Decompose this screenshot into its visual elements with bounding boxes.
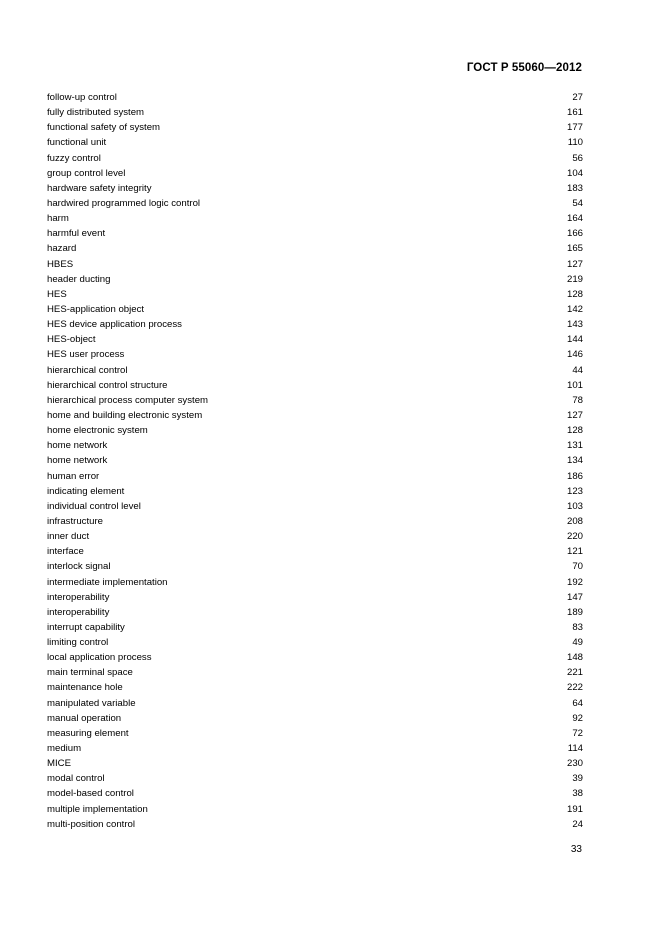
index-term: HES-application object xyxy=(47,303,145,315)
index-page-ref: 114 xyxy=(567,743,583,755)
index-entry xyxy=(47,620,583,635)
index-entry xyxy=(47,635,583,650)
index-term: fuzzy control xyxy=(47,152,101,164)
index-entry xyxy=(47,317,583,332)
index-entry xyxy=(47,680,583,695)
index-entry xyxy=(47,650,583,665)
index-page-ref: 148 xyxy=(566,652,583,664)
index-entry xyxy=(47,741,583,756)
index-page-ref: 221 xyxy=(566,667,583,679)
index-entry xyxy=(47,226,583,241)
index-entry xyxy=(47,499,583,514)
index-page-ref: 183 xyxy=(566,182,583,194)
index-term: functional unit xyxy=(47,137,107,149)
index-list xyxy=(47,90,583,832)
index-page-ref: 56 xyxy=(572,152,583,164)
index-page-ref: 191 xyxy=(566,803,583,815)
index-page-ref: 208 xyxy=(566,515,583,527)
index-entry xyxy=(47,241,583,256)
index-entry xyxy=(47,696,583,711)
index-entry xyxy=(47,438,583,453)
index-page-ref: 165 xyxy=(566,243,583,255)
index-entry xyxy=(47,726,583,741)
index-page-ref: 189 xyxy=(566,606,583,618)
index-term: inner duct xyxy=(47,531,90,543)
index-entry xyxy=(47,605,583,620)
index-entry xyxy=(47,90,583,105)
index-entry xyxy=(47,786,583,801)
document-header: ГОСТ Р 55060—2012 xyxy=(466,62,582,74)
index-term: measuring element xyxy=(47,727,129,739)
index-entry xyxy=(47,211,583,226)
index-term: interoperability xyxy=(47,606,110,618)
index-entry xyxy=(47,544,583,559)
index-term: multiple implementation xyxy=(47,803,148,815)
index-page-ref: 164 xyxy=(566,213,583,225)
index-page-ref: 38 xyxy=(572,788,583,800)
index-page-ref: 128 xyxy=(566,288,583,300)
index-page-ref: 147 xyxy=(566,591,583,603)
index-term: MICE xyxy=(47,758,71,770)
index-page-ref: 127 xyxy=(566,258,583,270)
index-page-ref: 144 xyxy=(566,334,583,346)
index-page-ref: 49 xyxy=(572,637,583,649)
index-entry xyxy=(47,196,583,211)
index-page-ref: 127 xyxy=(566,409,583,421)
index-term: harmful event xyxy=(47,228,106,240)
index-page-ref: 123 xyxy=(566,485,583,497)
index-page-ref: 44 xyxy=(572,364,583,376)
index-entry xyxy=(47,756,583,771)
index-term: home and building electronic system xyxy=(47,409,203,421)
index-term: HES-object xyxy=(47,334,96,346)
index-term: follow-up control xyxy=(47,92,117,103)
index-term: functional safety of system xyxy=(47,122,161,134)
index-entry xyxy=(47,802,583,817)
index-term: infrastructure xyxy=(47,515,103,527)
index-entry xyxy=(47,378,583,393)
index-term: individual control level xyxy=(47,500,141,512)
index-page-ref: 92 xyxy=(572,712,583,724)
index-term: indicating element xyxy=(47,485,125,497)
index-entry xyxy=(47,529,583,544)
index-page-ref: 161 xyxy=(566,107,583,119)
index-page-ref: 83 xyxy=(572,621,583,633)
index-term: header ducting xyxy=(47,273,111,285)
index-term: interoperability xyxy=(47,591,110,603)
index-entry xyxy=(47,257,583,272)
index-page-ref: 104 xyxy=(566,167,583,179)
index-entry xyxy=(47,181,583,196)
index-term: HES device application process xyxy=(47,319,182,331)
index-page-ref: 230 xyxy=(566,758,583,770)
index-term: interrupt capability xyxy=(47,621,125,633)
index-term: interlock signal xyxy=(47,561,111,573)
index-entry xyxy=(47,408,583,423)
index-term: HBES xyxy=(47,258,74,270)
index-page-ref: 128 xyxy=(566,425,583,437)
index-page-ref: 39 xyxy=(572,773,583,785)
index-term: group control level xyxy=(47,167,126,179)
index-entry xyxy=(47,665,583,680)
index-entry xyxy=(47,363,583,378)
index-page-ref: 78 xyxy=(572,394,583,406)
index-term: home electronic system xyxy=(47,425,148,437)
index-page-ref: 24 xyxy=(572,818,583,830)
index-page-ref: 27 xyxy=(572,92,583,103)
index-term: model-based control xyxy=(47,788,134,800)
index-term: human error xyxy=(47,470,100,482)
index-page-ref: 177 xyxy=(566,122,583,134)
index-page-ref: 54 xyxy=(572,197,583,209)
index-entry xyxy=(47,287,583,302)
index-page-ref: 222 xyxy=(566,682,583,694)
index-page-ref: 103 xyxy=(566,500,583,512)
index-term: main terminal space xyxy=(47,667,133,679)
index-entry xyxy=(47,817,583,832)
index-term: home network xyxy=(47,455,108,467)
index-term: HES xyxy=(47,288,67,300)
index-term: hierarchical process computer system xyxy=(47,394,209,406)
index-entry xyxy=(47,151,583,166)
index-entry xyxy=(47,575,583,590)
index-page-ref: 110 xyxy=(567,137,583,149)
index-term: harm xyxy=(47,213,69,225)
index-entry xyxy=(47,484,583,499)
index-term: medium xyxy=(47,743,82,755)
index-entry xyxy=(47,120,583,135)
index-page-ref: 70 xyxy=(572,561,583,573)
index-term: hierarchical control structure xyxy=(47,379,168,391)
index-page-ref: 101 xyxy=(566,379,583,391)
index-page-ref: 121 xyxy=(566,546,583,558)
index-page-ref: 146 xyxy=(566,349,583,361)
index-term: HES user process xyxy=(47,349,125,361)
index-entry xyxy=(47,423,583,438)
index-entry xyxy=(47,393,583,408)
index-entry xyxy=(47,453,583,468)
index-entry xyxy=(47,559,583,574)
index-entry xyxy=(47,711,583,726)
index-entry xyxy=(47,272,583,287)
index-page-ref: 192 xyxy=(566,576,583,588)
index-entry xyxy=(47,590,583,605)
index-term: home network xyxy=(47,440,108,452)
index-entry xyxy=(47,135,583,150)
index-entry xyxy=(47,514,583,529)
index-page-ref: 219 xyxy=(566,273,583,285)
index-page-ref: 186 xyxy=(566,470,583,482)
index-term: maintenance hole xyxy=(47,682,123,694)
index-entry xyxy=(47,332,583,347)
index-term: hardware safety integrity xyxy=(47,182,152,194)
index-term: limiting control xyxy=(47,637,109,649)
index-term: intermediate implementation xyxy=(47,576,168,588)
index-term: hazard xyxy=(47,243,77,255)
index-entry xyxy=(47,347,583,362)
index-page-ref: 131 xyxy=(566,440,583,452)
index-page-ref: 142 xyxy=(566,303,583,315)
index-page-ref: 220 xyxy=(566,531,583,543)
index-entry xyxy=(47,771,583,786)
index-entry xyxy=(47,469,583,484)
index-term: manipulated variable xyxy=(47,697,136,709)
index-term: modal control xyxy=(47,773,105,785)
index-term: hierarchical control xyxy=(47,364,128,376)
index-page-ref: 72 xyxy=(572,727,583,739)
index-page-ref: 143 xyxy=(566,319,583,331)
index-page-ref: 166 xyxy=(566,228,583,240)
page-number: 33 xyxy=(570,844,582,855)
index-term: interface xyxy=(47,546,84,558)
index-term: manual operation xyxy=(47,712,122,724)
index-page-ref: 64 xyxy=(572,697,583,709)
index-entry xyxy=(47,302,583,317)
index-term: local application process xyxy=(47,652,152,664)
index-entry xyxy=(47,105,583,120)
index-term: hardwired programmed logic control xyxy=(47,197,201,209)
index-term: multi-position control xyxy=(47,818,135,830)
index-entry xyxy=(47,166,583,181)
index-term: fully distributed system xyxy=(47,107,145,119)
index-page-ref: 134 xyxy=(566,455,583,467)
